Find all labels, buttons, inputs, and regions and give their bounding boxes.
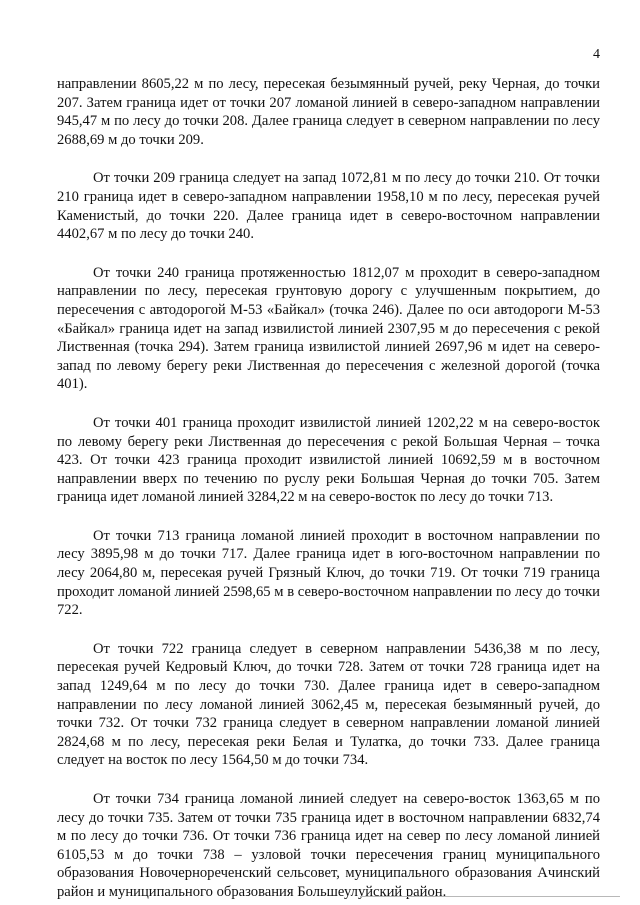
document-body (57, 75, 600, 902)
paragraph-4: От точки 401 граница проходит извилистой линией 1202,22 м на северо-восток по левому берегу реки Лиственная до пересечения с рекой Большая Черная – точка 423. От точки 423 граница проходит извилистой линией 10692,59 м в восточном направлении вверх по течению по руслу реки Большая Черная до точки 705. Затем граница идет ломаной линией 3284,22 м на северо-восток по лесу до точки 713. (57, 414, 600, 506)
paragraph-6: От точки 722 граница следует в северном направлении 5436,38 м по лесу, пересекая ручей Кедровый Ключ, до точки 728. Затем от точки 728 граница идет на запад 1249,64 м по лесу до точки 730. Далее граница идет в северо-западном направлении по лесу ломаной линией 3062,45 м, пересекая безымянный ручей, до точки 732. От точки 732 граница следует в северном направлении ломаной линией 2824,68 м по лесу, пересекая реки Белая и Тулатка, до точки 733. Далее граница следует на восток по лесу 1564,50 м до точки 734. (57, 640, 600, 769)
paragraph-5: От точки 713 граница ломаной линией проходит в восточном направлении по лесу 3895,98 м до точки 717. Далее граница идет в юго-восточном направлении по лесу 2064,80 м, пересекая ручей Грязный Ключ, до точки 719. От точки 719 граница проходит ломаной линией 2598,65 м в северо-восточном направлении по лесу до точки 722. (57, 527, 600, 619)
paragraph-3: От точки 240 граница протяженностью 1812,07 м проходит в северо-западном направлении по лесу, пересекая грунтовую дорогу с улучшенным покрытием, до пересечения с автодорогой М-53 «Байкал» (точка 246). Далее по оси автодороги М-53 «Байкал» граница идет на запад извилистой линией 2307,95 м до пересечения с рекой Лиственная (точка 294). Затем граница извилистой линией 2697,96 м идет на северо-запад по левому берегу реки Лиственная до пересечения с железной дорогой (точка 401). (57, 264, 600, 393)
paragraph-2: От точки 209 граница следует на запад 1072,81 м по лесу до точки 210. От точки 210 граница идет в северо-западном направлении 1958,10 м по лесу, пересекая ручей Каменистый, до точки 220. Далее граница идет в северо-восточном направлении 4402,67 м по лесу до точки 240. (57, 170, 600, 243)
footer-divider (360, 896, 620, 897)
page-number: 4 (593, 47, 600, 62)
paragraph-7: От точки 734 граница ломаной линией следует на северо-восток 1363,65 м по лесу до точки 735. Затем от точки 735 граница идет в восточном направлении 6832,74 м по лесу до точки 736. От точки 736 граница идет на север по лесу ломаной линией 6105,53 м до точки 738 – узловой точки пересечения границ муниципального образования Новочернореченский сельсовет, муниципального образования Ачинский район и муниципального образования Большеулуйский район. (57, 791, 600, 900)
paragraph-1: направлении 8605,22 м по лесу, пересекая безымянный ручей, реку Черная, до точки 207. Затем граница идет от точки 207 ломаной линией в северо-западном направлении 945,47 м по лесу до точки 208. Далее граница следует в северном направлении по лесу 2688,69 м до точки 209. (57, 76, 600, 148)
